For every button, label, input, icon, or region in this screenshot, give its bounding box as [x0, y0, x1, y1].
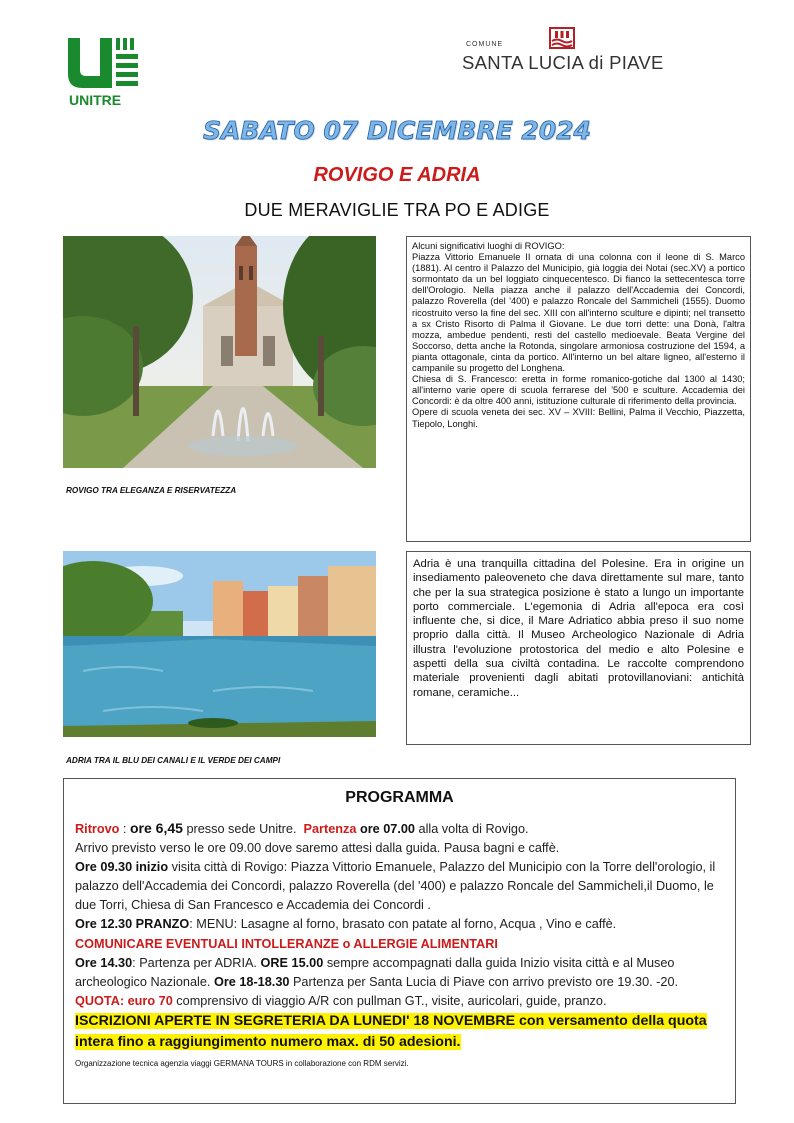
program-body: Ritrovo : ore 6,45 presso sede Unitre. Partenza ore 07.00 alla volta di Rovigo. Arrivo previsto verso le ore 09.00 dove saremo attesi dalla guida. Pausa bagni e caffè. Ore 09.30 inizio visita città di Rovigo: Piazza Vittorio Emanuele, Palazzo del Municipio con la Torre dell'orologio, il palazzo dell'Accademia dei Concordi, palazzo Roverella (del '400) e palazzo Roncale del Sammicheli,il Duomo, le due Torri, Chiesa di San Francesco e Accademia dei Concordi . Ore 12.30 PRANZO: MENU: Lasagne al forno, brasato con patate al forno, Acqua , Vino e caffè. COMUNICARE EVENTUALI INTOLLERANZE o ALLERGIE ALIMENTARI Ore 14.30: Partenza per ADRIA. ORE 15.00 sempre accompagnati dalla guida Inizio visita città e al Museo archeologico Nazionale. Ore 18-18.30 Partenza per Santa Lucia di Piave con arrivo previsto ore 19.30. -20. QUOTA: euro 70 comprensivo di viaggio A/R con pullman GT., visite, auricolari, guide, pranzo. ISCRIZIONI APERTE IN SEGRETERIA DA LUNEDI' 18 NOVEMBRE con versamento della quota intera fino a raggiungimento numero max. di 50 adesioni. Organizzazione tecnica agenzia viaggi GERMANA TOURS in collaborazione con RDM servizi. [75, 820, 716, 1068]
ritrovo-text: presso sede Unitre. [186, 822, 297, 836]
signup-highlight: ISCRIZIONI APERTE IN SEGRETERIA DA LUNEDI' 18 NOVEMBRE con versamento della quota intera fino a raggiungimento numero max. di 50 adesioni. [75, 1012, 707, 1050]
program-box [63, 778, 736, 1104]
return-label: Ore 18-18.30 [213, 974, 290, 989]
visit-text: visita città di Rovigo: Piazza Vittorio Emanuele, Palazzo del Municipio con la Torre dell'orologio, il palazzo dell'Accademia dei Concordi, palazzo Roverella (del '400) e palazzo Roncale del Sammicheli,il Duomo, le due Torri, Chiesa di San Francesco e Accademia dei Concordi . [75, 860, 716, 913]
ore15-text: sempre accompagnati dalla guida Inizio visita città e al Museo archeologico Nazionale. [75, 955, 675, 989]
comune-name: SANTA LUCIA di PIAVE [462, 52, 664, 73]
partenza-time: ore 07.00 [359, 822, 415, 836]
adria-photo [63, 551, 376, 737]
rovigo-caption: ROVIGO TRA ELEGANZA E RISERVATEZZA [66, 486, 237, 495]
comune-logo [462, 26, 672, 80]
rovigo-photo [63, 236, 376, 468]
destination-title: ROVIGO E ADRIA [313, 164, 481, 186]
adria-text: Adria è una tranquilla cittadina del Polesine. Era in origine un insediamento paleoveneto che dava direttamente sul mare, tanto che per la sua strategica posizione è stato a lungo un importante porto commerciale. L'egemonia di Adria all'epoca era così influente che, si dice, il Mare Adriatico abbia preso il suo nome proprio dalla città. Il Museo Archeologico Nazionale di Adria illustra l'evoluzione protostorica del medio e alto Polesine e aspetti della sua civiltà contadina. Le raccolte comprendono materiale provenienti dagli abitati protovillanoviani: antichità romane, ceramiche... [413, 558, 744, 699]
unitre-logo-text: UNITRE [69, 92, 122, 108]
adria-caption: ADRIA TRA IL BLU DEI CANALI E IL VERDE DEI CAMPI [66, 756, 281, 765]
quota-text: comprensivo di viaggio A/R con pullman GT., visite, auricolari, guide, pranzo. [176, 993, 607, 1008]
tagline: DUE MERAVIGLIE TRA PO E ADIGE [244, 200, 550, 220]
arrivo-text: Arrivo previsto verso le ore 09.00 dove saremo attesi dalla guida. Pausa bagni e caffè. [75, 841, 560, 856]
rovigo-info-box [406, 236, 751, 542]
rovigo-paragraph: Piazza Vittorio Emanuele II ornata di una colonna con il leone di S. Marco (1881). Al centro il Palazzo del Municipio, già loggia dei Notai (sec.XV) a portico sormontato da un bel loggiato cinquecentesco. Di fianco la settecentesca torre dell'Orologio. Nella piazza anche il palazzo dell'Accademia dei Concordi, palazzo Roverella (del '400) e palazzo Roncale del Sammicheli (1555). Duomo ricostruito verso la fine del sec. XIII con all'interno sculture e dipinti; nel transetto a sx Cristo Risorto di Palma il Giovane. Le due torri dette: una Donà, l'altra mozza, ambedue pendenti, resti del castello medioevale. Beata Vergine del Soccorso, detta anche la Rotonda, singolare armoniosa costruzione del 1594, a pianta ottagonale, cinta da portico. All'interno un bel altare ligneo, all'esterno il campanile su progetto del Longhena. [412, 252, 745, 374]
visit-label: Ore 09.30 inizio [75, 860, 169, 875]
adria-departure-label: Ore 14.30 [75, 955, 133, 970]
rovigo-paragraph: Alcuni significativi luoghi di ROVIGO: [412, 241, 565, 251]
rovigo-paragraph: Opere di scuola veneta dei sec. XV – XVIII: Bellini, Palma il Vecchio, Piazzetta, Tiepolo, Longhi. [412, 407, 745, 429]
lunch-label: Ore 12.30 PRANZO [75, 917, 190, 932]
event-date-title: SABATO 07 DICEMBRE 2024 [203, 116, 591, 145]
adria-departure-text: : Partenza per ADRIA. [132, 955, 257, 970]
quota-label: QUOTA: euro 70 [75, 993, 173, 1008]
coat-of-arms-icon [548, 26, 576, 50]
ritrovo-time: ore 6,45 [129, 820, 183, 836]
organizer-note: Organizzazione tecnica agenzia viaggi GERMANA TOURS in collaborazione con RDM servizi. [75, 1058, 409, 1068]
program-title: PROGRAMMA [345, 789, 454, 806]
ritrovo-label: Ritrovo [75, 822, 120, 836]
unitre-logo [66, 34, 140, 108]
partenza-label: Partenza [303, 822, 357, 836]
partenza-text: alla volta di Rovigo. [418, 822, 529, 836]
adria-info-box [406, 551, 751, 745]
comune-label: COMUNE [466, 41, 504, 48]
lunch-text: : MENU: Lasagne al forno, brasato con patate al forno, Acqua , Vino e caffè. [189, 917, 617, 932]
allergy-warning: COMUNICARE EVENTUALI INTOLLERANZE o ALLERGIE ALIMENTARI [75, 936, 498, 951]
rovigo-paragraph: Chiesa di S. Francesco: eretta in forme romanico-gotiche dal 1300 al 1430; all'interno varie opere di scuola ferrarese del '500 e sculture. Accademia dei Concordi: è da oltre 400 anni, istituzione culturale di riferimento della provincia. [412, 374, 745, 407]
return-text: Partenza per Santa Lucia di Piave con arrivo previsto ore 19.30. -20. [292, 974, 679, 989]
ore15-label: ORE 15.00 [260, 955, 324, 970]
